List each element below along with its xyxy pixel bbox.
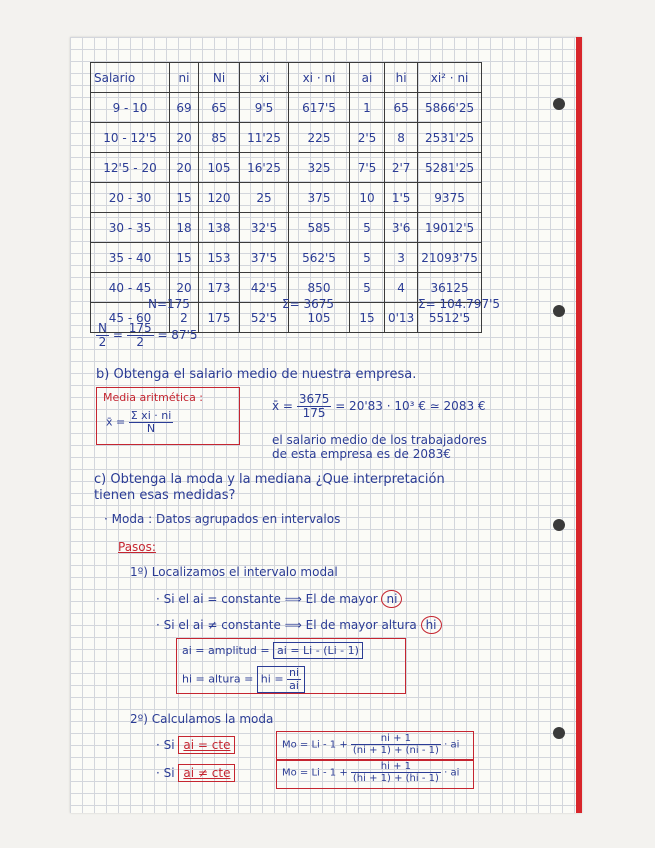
table-cell: 65 — [199, 93, 240, 123]
table-cell: 153 — [199, 243, 240, 273]
table-cell: 20 - 30 — [91, 183, 170, 213]
table-cell: 2 — [170, 303, 199, 333]
table-row — [91, 153, 482, 183]
height-formula: hi = $\frac{ni}{ai}$ — [257, 666, 305, 693]
table-cell: 5512'5 — [418, 303, 482, 333]
table-row — [91, 213, 482, 243]
table-cell: 40 - 45 — [91, 273, 170, 303]
table-cell: 30 - 35 — [91, 213, 170, 243]
table-cell: 20 — [170, 273, 199, 303]
step1-case-b: · Si el ai ≠ constante ⟹ El de mayor altura hi — [156, 616, 442, 634]
step1-case-a: · Si el ai = constante ⟹ El de mayor ni — [156, 590, 402, 608]
binder-hole — [553, 727, 565, 739]
header-salario: Salario — [91, 63, 170, 93]
table-cell: 65 — [385, 93, 418, 123]
table-cell: 105 — [289, 303, 350, 333]
table-cell: 45 - 60 — [91, 303, 170, 333]
amplitude-formula: ai = Li - (Li - 1) — [273, 642, 363, 659]
table-cell: 7'5 — [350, 153, 385, 183]
sum-xi2ni: Σ= 104.797'5 — [418, 297, 501, 311]
table-cell: 16'25 — [240, 153, 289, 183]
table-header-row — [91, 63, 482, 93]
table-cell: 5 — [350, 213, 385, 243]
header-ai: ai — [350, 63, 385, 93]
height-def: hi = altura = hi = $\frac{ni}{ai}$ — [182, 666, 305, 693]
table-cell: 375 — [289, 183, 350, 213]
mean-calculation: x̄ = $\frac{3675}{175}$ = 20'83 · 10³ € ≃ 2083 € — [272, 392, 486, 421]
table-cell: 36125 — [418, 273, 482, 303]
total-n: N=175 — [148, 297, 190, 311]
header-ni: ni — [170, 63, 199, 93]
fraction: $\frac{ni}{ai}$ — [289, 666, 300, 693]
table-cell: 8 — [385, 123, 418, 153]
table-cell: 85 — [199, 123, 240, 153]
fraction: $\frac{hi + 1}{(hi + 1) + (hi - 1)}$ — [352, 761, 439, 784]
table-row — [91, 183, 482, 213]
table-cell: 3'6 — [385, 213, 418, 243]
table-cell: 9 - 10 — [91, 93, 170, 123]
table-cell: 9'5 — [240, 93, 289, 123]
amplitude-def: ai = amplitud = ai = Li - (Li - 1) — [182, 644, 363, 657]
mean-formula: x̄ = $\frac{\text{Σ xi · ni}}{N}$ — [106, 409, 172, 436]
table-cell: 2'5 — [350, 123, 385, 153]
part-b-title: b) Obtenga el salario medio de nuestra empresa. — [96, 367, 417, 382]
table-cell: 138 — [199, 213, 240, 243]
table-cell: 5866'25 — [418, 93, 482, 123]
fraction: $\frac{175}{2}$ — [128, 321, 152, 350]
table-cell: 25 — [240, 183, 289, 213]
table-cell: 173 — [199, 273, 240, 303]
table-cell: 5 — [350, 243, 385, 273]
moda-heading: · Moda : Datos agrupados en intervalos — [104, 512, 341, 526]
table-cell: 2531'25 — [418, 123, 482, 153]
table-cell: 5 — [350, 273, 385, 303]
fraction: $\frac{\text{Σ xi · ni}}{N}$ — [130, 409, 172, 436]
table-cell: 19012'5 — [418, 213, 482, 243]
variable-condition: ai ≠ cte — [178, 764, 235, 782]
table-cell: 69 — [170, 93, 199, 123]
table-cell: 4 — [385, 273, 418, 303]
sum-xini: Σ= 3675 — [282, 297, 334, 311]
binder-hole — [553, 519, 565, 531]
margin-line — [576, 37, 582, 813]
table-cell: 0'13 — [385, 303, 418, 333]
step1-text: 1º) Localizamos el intervalo modal — [130, 565, 338, 579]
frequency-table — [90, 62, 482, 333]
half-n-calc: $\frac{N}{2}$ = $\frac{175}{2}$ = 87'5 — [98, 321, 198, 350]
table-cell: 18 — [170, 213, 199, 243]
header-Ni: Ni — [199, 63, 240, 93]
table-cell: 21093'75 — [418, 243, 482, 273]
table-cell: 12'5 - 20 — [91, 153, 170, 183]
table-row — [91, 123, 482, 153]
table-cell: 15 — [170, 183, 199, 213]
header-xini: xi · ni — [289, 63, 350, 93]
highlight-circle: ni — [381, 590, 402, 608]
table-cell: 52'5 — [240, 303, 289, 333]
table-cell: 11'25 — [240, 123, 289, 153]
step2-text: 2º) Calculamos la moda — [130, 712, 274, 726]
fraction: $\frac{N}{2}$ — [98, 321, 107, 350]
table-cell: 5281'25 — [418, 153, 482, 183]
fraction: $\frac{ni + 1}{(ni + 1) + (ni - 1)}$ — [352, 733, 439, 756]
mode-formula-constant: Mo = Li - 1 + $\frac{ni + 1}{(ni + 1) + (ni - 1)}$ · ai — [282, 733, 460, 756]
table-cell: 617'5 — [289, 93, 350, 123]
table-cell: 585 — [289, 213, 350, 243]
table-cell: 3 — [385, 243, 418, 273]
table-cell: 120 — [199, 183, 240, 213]
table-row — [91, 243, 482, 273]
mode-formula-variable: Mo = Li - 1 + $\frac{hi + 1}{(hi + 1) + (hi - 1)}$ · ai — [282, 761, 460, 784]
table-cell: 225 — [289, 123, 350, 153]
table-cell: 42'5 — [240, 273, 289, 303]
table-cell: 37'5 — [240, 243, 289, 273]
table-cell: 15 — [350, 303, 385, 333]
fraction: $\frac{3675}{175}$ — [298, 392, 330, 421]
table-cell: 562'5 — [289, 243, 350, 273]
mean-conclusion-line1: el salario medio de los trabajadores — [272, 433, 487, 447]
header-hi: hi — [385, 63, 418, 93]
table-cell: 1'5 — [385, 183, 418, 213]
table-cell: 105 — [199, 153, 240, 183]
header-xi2ni: xi² · ni — [418, 63, 482, 93]
part-c-title-line2: tienen esas medidas? — [94, 488, 236, 503]
table-cell: 325 — [289, 153, 350, 183]
highlight-circle: hi — [421, 616, 442, 634]
table-cell: 15 — [170, 243, 199, 273]
table-cell: 10 - 12'5 — [91, 123, 170, 153]
table-cell: 850 — [289, 273, 350, 303]
table-cell: 1 — [350, 93, 385, 123]
table-cell: 10 — [350, 183, 385, 213]
binder-hole — [553, 305, 565, 317]
case1-condition: · Si ai = cte — [156, 738, 235, 752]
table-cell: 175 — [199, 303, 240, 333]
case2-condition: · Si ai ≠ cte — [156, 766, 235, 780]
binder-hole — [553, 98, 565, 110]
pasos-label: Pasos: — [118, 540, 156, 554]
table-cell: 35 - 40 — [91, 243, 170, 273]
mean-box-title: Media aritmética : — [103, 391, 204, 404]
header-xi: xi — [240, 63, 289, 93]
part-c-title-line1: c) Obtenga la moda y la mediana ¿Que interpretación — [94, 472, 445, 487]
mean-conclusion-line2: de esta empresa es de 2083€ — [272, 447, 451, 461]
table-cell: 20 — [170, 153, 199, 183]
table-cell: 9375 — [418, 183, 482, 213]
table-cell: 20 — [170, 123, 199, 153]
constant-condition: ai = cte — [178, 736, 235, 754]
table-cell: 2'7 — [385, 153, 418, 183]
table-cell: 32'5 — [240, 213, 289, 243]
table-row — [91, 93, 482, 123]
